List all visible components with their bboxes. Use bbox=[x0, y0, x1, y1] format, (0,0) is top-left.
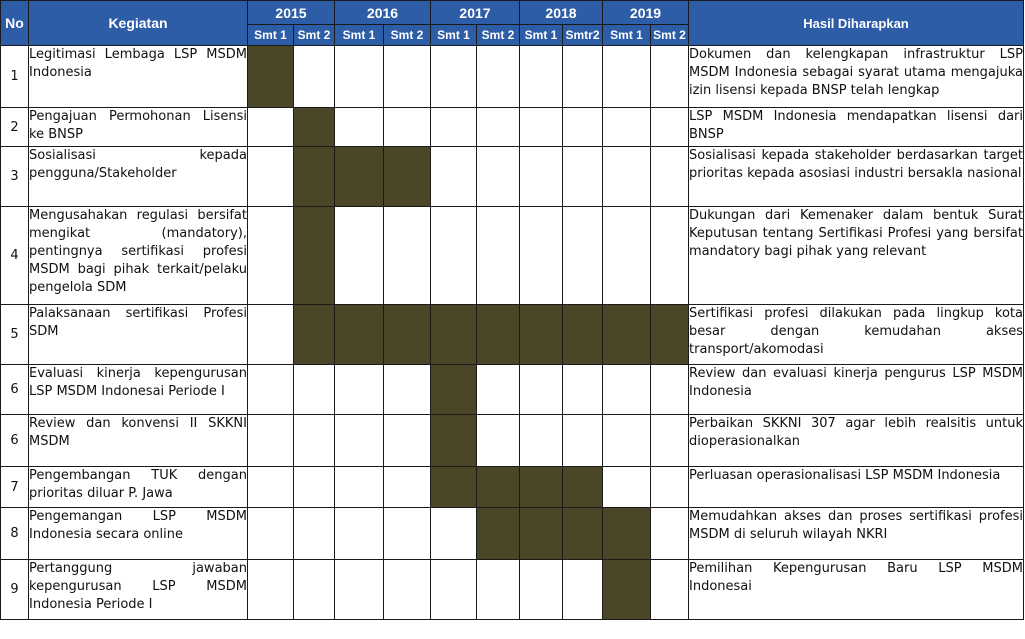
activity-text: Pertanggung jawaban kepengurusan LSP MSDM Indonesia Periode I bbox=[29, 560, 248, 620]
schedule-cell-filled bbox=[603, 305, 651, 365]
schedule-cell-empty bbox=[335, 508, 384, 560]
schedule-cell-empty bbox=[384, 365, 431, 415]
activity-text: Pengembangan TUK dengan prioritas diluar P. Jawa bbox=[29, 467, 248, 508]
schedule-cell-empty bbox=[477, 207, 520, 305]
schedule-cell-empty bbox=[248, 147, 294, 207]
schedule-cell-filled bbox=[563, 467, 603, 508]
schedule-cell-empty bbox=[563, 207, 603, 305]
schedule-cell-empty bbox=[248, 415, 294, 467]
table-row bbox=[1, 46, 1024, 108]
schedule-cell-empty bbox=[477, 46, 520, 108]
schedule-cell-empty bbox=[335, 467, 384, 508]
expected-result-text: Dokumen dan kelengkapan infrastruktur LSP MSDM Indonesia sebagai syarat utama mengajuka izin lisensi kepada BNSP telah lengkap bbox=[689, 46, 1024, 108]
schedule-cell-empty bbox=[294, 560, 335, 620]
schedule-cell-filled bbox=[335, 305, 384, 365]
schedule-cell-empty bbox=[294, 415, 335, 467]
activity-text: Evaluasi kinerja kepengurusan LSP MSDM Indonesai Periode I bbox=[29, 365, 248, 415]
table-header bbox=[1, 1, 1024, 46]
header-semester: Smt 2 bbox=[477, 25, 520, 46]
row-number: 6 bbox=[1, 415, 29, 467]
schedule-cell-empty bbox=[603, 467, 651, 508]
table-row bbox=[1, 508, 1024, 560]
header-semester: Smtr2 bbox=[563, 25, 603, 46]
schedule-cell-filled bbox=[563, 305, 603, 365]
activity-text: Legitimasi Lembaga LSP MSDM Indonesia bbox=[29, 46, 248, 108]
schedule-cell-filled bbox=[431, 365, 477, 415]
schedule-cell-empty bbox=[431, 508, 477, 560]
schedule-cell-empty bbox=[248, 305, 294, 365]
table-row bbox=[1, 207, 1024, 305]
schedule-cell-empty bbox=[520, 560, 563, 620]
schedule-cell-empty bbox=[651, 46, 689, 108]
header-year: 2018 bbox=[520, 1, 603, 25]
schedule-cell-empty bbox=[335, 415, 384, 467]
schedule-cell-empty bbox=[520, 46, 563, 108]
schedule-cell-empty bbox=[384, 207, 431, 305]
schedule-cell-empty bbox=[384, 508, 431, 560]
expected-result-text: Dukungan dari Kemenaker dalam bentuk Surat Keputusan tentang Sertifikasi Profesi yang bersifat mandatory bagi pihak yang relevant bbox=[689, 207, 1024, 305]
table-row bbox=[1, 108, 1024, 147]
expected-result-text: Sertifikasi profesi dilakukan pada lingkup kota besar dengan kemudahan akses transport/akomodasi bbox=[689, 305, 1024, 365]
schedule-cell-filled bbox=[477, 467, 520, 508]
table-row bbox=[1, 467, 1024, 508]
schedule-cell-empty bbox=[335, 207, 384, 305]
schedule-cell-empty bbox=[335, 46, 384, 108]
header-year: 2017 bbox=[431, 1, 520, 25]
schedule-cell-filled bbox=[431, 305, 477, 365]
schedule-cell-empty bbox=[563, 560, 603, 620]
schedule-cell-empty bbox=[651, 365, 689, 415]
schedule-cell-empty bbox=[477, 560, 520, 620]
expected-result-text: Memudahkan akses dan proses sertifikasi profesi MSDM di seluruh wilayah NKRI bbox=[689, 508, 1024, 560]
schedule-cell-empty bbox=[294, 467, 335, 508]
schedule-cell-empty bbox=[335, 108, 384, 147]
activity-text: Mengusahakan regulasi bersifat mengikat (mandatory), pentingnya sertifikasi profesi MSDM bagi pihak terkait/pelaku pengelola SDM bbox=[29, 207, 248, 305]
activity-text: Palaksanaan sertifikasi Profesi SDM bbox=[29, 305, 248, 365]
schedule-cell-filled bbox=[520, 467, 563, 508]
schedule-cell-empty bbox=[384, 108, 431, 147]
schedule-cell-empty bbox=[248, 508, 294, 560]
row-number: 1 bbox=[1, 46, 29, 108]
schedule-cell-empty bbox=[477, 108, 520, 147]
schedule-cell-empty bbox=[563, 147, 603, 207]
schedule-cell-filled bbox=[294, 108, 335, 147]
schedule-cell-filled bbox=[335, 147, 384, 207]
activity-text: Pengajuan Permohonan Lisensi ke BNSP bbox=[29, 108, 248, 147]
schedule-cell-empty bbox=[520, 108, 563, 147]
table-row bbox=[1, 560, 1024, 620]
schedule-cell-empty bbox=[603, 207, 651, 305]
schedule-cell-empty bbox=[294, 508, 335, 560]
schedule-cell-empty bbox=[431, 207, 477, 305]
row-number: 2 bbox=[1, 108, 29, 147]
header-semester: Smt 2 bbox=[651, 25, 689, 46]
schedule-cell-empty bbox=[563, 46, 603, 108]
schedule-cell-empty bbox=[248, 108, 294, 147]
schedule-cell-empty bbox=[603, 365, 651, 415]
row-number: 4 bbox=[1, 207, 29, 305]
schedule-cell-empty bbox=[477, 365, 520, 415]
schedule-cell-empty bbox=[431, 147, 477, 207]
schedule-cell-empty bbox=[603, 147, 651, 207]
schedule-cell-empty bbox=[563, 108, 603, 147]
expected-result-text: Pemilihan Kepengurusan Baru LSP MSDM Indonesai bbox=[689, 560, 1024, 620]
row-number: 7 bbox=[1, 467, 29, 508]
table-row bbox=[1, 147, 1024, 207]
activity-text: Pengemangan LSP MSDM Indonesia secara online bbox=[29, 508, 248, 560]
schedule-cell-empty bbox=[248, 365, 294, 415]
header-hasil: Hasil Diharapkan bbox=[689, 1, 1024, 46]
schedule-cell-filled bbox=[651, 305, 689, 365]
header-no: No bbox=[1, 1, 29, 46]
schedule-cell-filled bbox=[477, 508, 520, 560]
schedule-cell-filled bbox=[477, 305, 520, 365]
schedule-cell-filled bbox=[520, 508, 563, 560]
schedule-cell-empty bbox=[477, 415, 520, 467]
schedule-cell-filled bbox=[431, 415, 477, 467]
schedule-cell-empty bbox=[477, 147, 520, 207]
schedule-cell-empty bbox=[248, 467, 294, 508]
schedule-cell-empty bbox=[651, 415, 689, 467]
schedule-cell-empty bbox=[651, 560, 689, 620]
schedule-cell-empty bbox=[431, 108, 477, 147]
schedule-cell-empty bbox=[520, 207, 563, 305]
schedule-cell-filled bbox=[294, 305, 335, 365]
header-year: 2019 bbox=[603, 1, 689, 25]
schedule-cell-empty bbox=[520, 365, 563, 415]
table-row bbox=[1, 415, 1024, 467]
schedule-cell-empty bbox=[563, 415, 603, 467]
schedule-cell-empty bbox=[520, 147, 563, 207]
schedule-cell-filled bbox=[603, 508, 651, 560]
schedule-cell-empty bbox=[651, 207, 689, 305]
schedule-cell-filled bbox=[384, 305, 431, 365]
row-number: 9 bbox=[1, 560, 29, 620]
schedule-cell-filled bbox=[294, 207, 335, 305]
schedule-cell-filled bbox=[384, 147, 431, 207]
schedule-cell-empty bbox=[651, 147, 689, 207]
header-semester: Smt 1 bbox=[335, 25, 384, 46]
table-row bbox=[1, 305, 1024, 365]
header-semester: Smt 2 bbox=[384, 25, 431, 46]
header-semester: Smt 1 bbox=[431, 25, 477, 46]
header-semester: Smt 1 bbox=[603, 25, 651, 46]
schedule-cell-filled bbox=[603, 560, 651, 620]
schedule-cell-empty bbox=[384, 415, 431, 467]
schedule-cell-empty bbox=[248, 207, 294, 305]
header-year: 2016 bbox=[335, 1, 431, 25]
schedule-cell-empty bbox=[431, 46, 477, 108]
expected-result-text: Perluasan operasionalisasi LSP MSDM Indonesia bbox=[689, 467, 1024, 508]
header-semester: Smt 1 bbox=[248, 25, 294, 46]
schedule-cell-empty bbox=[335, 560, 384, 620]
expected-result-text: LSP MSDM Indonesia mendapatkan lisensi dari BNSP bbox=[689, 108, 1024, 147]
schedule-cell-empty bbox=[603, 415, 651, 467]
table-body bbox=[1, 46, 1024, 620]
schedule-cell-empty bbox=[651, 108, 689, 147]
row-number: 3 bbox=[1, 147, 29, 207]
schedule-cell-empty bbox=[651, 508, 689, 560]
schedule-cell-filled bbox=[248, 46, 294, 108]
schedule-cell-empty bbox=[431, 560, 477, 620]
activity-text: Sosialisasi kepada pengguna/Stakeholder bbox=[29, 147, 248, 207]
schedule-cell-filled bbox=[520, 305, 563, 365]
schedule-cell-filled bbox=[294, 147, 335, 207]
row-number: 8 bbox=[1, 508, 29, 560]
row-number: 5 bbox=[1, 305, 29, 365]
schedule-cell-empty bbox=[520, 415, 563, 467]
activity-text: Review dan konvensi II SKKNI MSDM bbox=[29, 415, 248, 467]
schedule-cell-empty bbox=[563, 365, 603, 415]
header-kegiatan: Kegiatan bbox=[29, 1, 248, 46]
row-number: 6 bbox=[1, 365, 29, 415]
schedule-cell-empty bbox=[335, 365, 384, 415]
schedule-cell-empty bbox=[603, 46, 651, 108]
schedule-cell-empty bbox=[294, 365, 335, 415]
schedule-cell-empty bbox=[384, 46, 431, 108]
schedule-cell-empty bbox=[294, 46, 335, 108]
schedule-cell-filled bbox=[563, 508, 603, 560]
expected-result-text: Sosialisasi kepada stakeholder berdasarkan target prioritas kepada asosiasi industri bersakla nasional bbox=[689, 147, 1024, 207]
header-year: 2015 bbox=[248, 1, 335, 25]
header-semester: Smt 2 bbox=[294, 25, 335, 46]
expected-result-text: Perbaikan SKKNI 307 agar lebih realsitis untuk dioperasionalkan bbox=[689, 415, 1024, 467]
schedule-cell-empty bbox=[384, 467, 431, 508]
schedule-cell-empty bbox=[248, 560, 294, 620]
expected-result-text: Review dan evaluasi kinerja pengurus LSP MSDM Indonesia bbox=[689, 365, 1024, 415]
schedule-cell-empty bbox=[384, 560, 431, 620]
table-row bbox=[1, 365, 1024, 415]
schedule-cell-empty bbox=[603, 108, 651, 147]
header-semester: Smt 1 bbox=[520, 25, 563, 46]
schedule-cell-empty bbox=[651, 467, 689, 508]
schedule-cell-filled bbox=[431, 467, 477, 508]
